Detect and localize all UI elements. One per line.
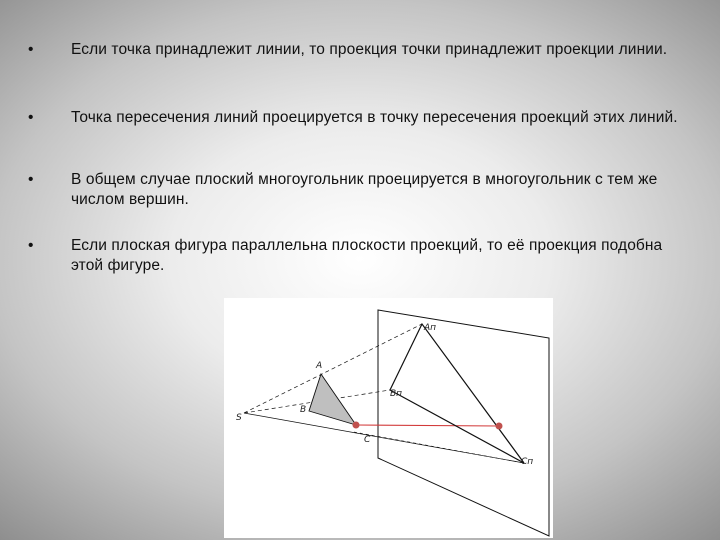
- bullet-marker: •: [28, 171, 34, 188]
- triangle-projection: [390, 324, 524, 463]
- bullet-marker: •: [28, 41, 34, 58]
- label-c-projection: Cп: [521, 457, 534, 467]
- red-projection-ray: [356, 425, 499, 426]
- bullet-marker: •: [28, 237, 34, 254]
- bullet-text: Точка пересечения линий проецируется в точку пересечения проекций этих линий.: [71, 109, 678, 126]
- label-b: B: [300, 405, 307, 415]
- label-c: C: [364, 435, 371, 445]
- triangle-abc: [309, 374, 356, 425]
- label-b-projection: Bп: [390, 389, 403, 399]
- bullet-marker: •: [28, 109, 34, 126]
- bullet-text: Если плоская фигура параллельна плоскости проекций, то её проекция подобна этой фигуре.: [71, 237, 663, 274]
- label-a: A: [316, 361, 323, 371]
- label-s: S: [236, 413, 242, 423]
- projection-plane: [378, 310, 549, 536]
- bullet-text: В общем случае плоский многоугольник проецируется в многоугольник с тем же числом вершин.: [71, 171, 658, 208]
- point-c: [353, 422, 360, 429]
- projection-svg: [224, 298, 553, 538]
- label-a-projection: Aп: [424, 323, 437, 333]
- point-c-projection: [496, 423, 503, 430]
- bullet-text: Если точка принадлежит линии, то проекция точки принадлежит проекции линии.: [71, 41, 668, 58]
- ray-s-to-c: [244, 413, 524, 463]
- projection-diagram: [224, 298, 553, 538]
